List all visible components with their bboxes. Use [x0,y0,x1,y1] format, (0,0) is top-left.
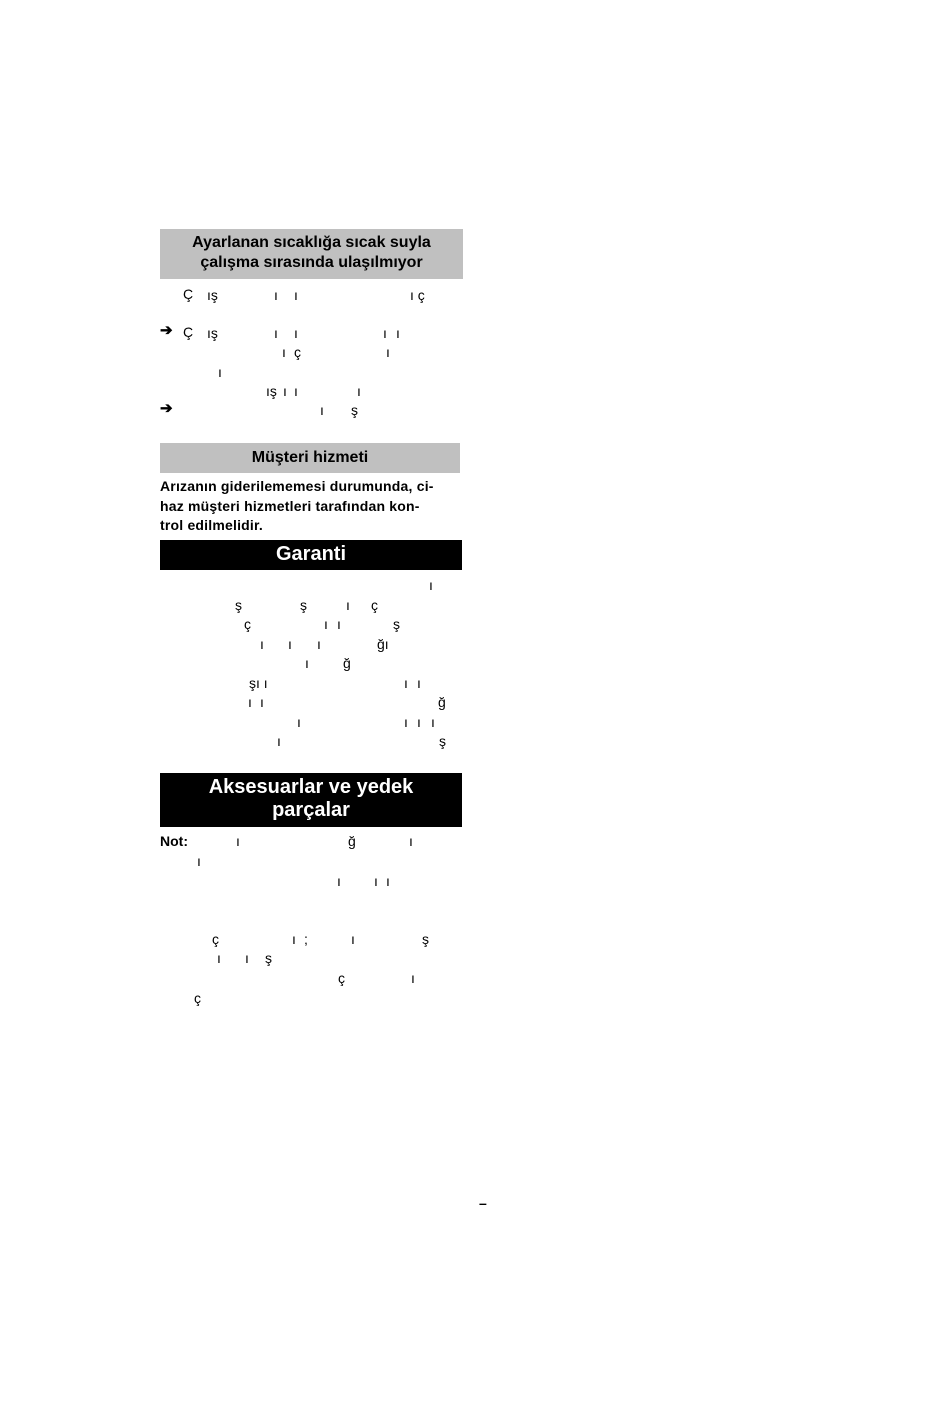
text-fragment: ı [305,655,309,671]
text-fragment: ı [260,694,264,710]
text-fragment: ı [245,950,249,966]
text-fragment: ı [274,287,278,303]
customer-service-line: haz müşteri hizmetleri tarafından kon- [160,497,420,514]
text-fragment: ı [374,873,378,889]
text-fragment: ş [265,950,272,966]
text-fragment: ş [422,931,429,947]
text-fragment: ı [283,383,287,399]
text-fragment: ş [235,597,242,613]
hot-water-heading-line1: Ayarlanan sıcaklığa sıcak suyla [192,234,431,251]
text-fragment: ğı [377,636,389,652]
text-fragment: ı [396,325,400,341]
text-fragment: ı [404,675,408,691]
text-fragment: ı [294,287,298,303]
text-fragment: ı [411,970,415,986]
text-fragment: ı [320,402,324,418]
text-fragment: ı [431,714,435,730]
text-fragment: ış [207,287,218,303]
text-fragment: ı [294,383,298,399]
text-fragment: ı [417,714,421,730]
warranty-heading-text: Garanti [275,543,347,565]
text-fragment: ı [386,873,390,889]
text-fragment: Ç [183,324,194,340]
text-fragment: ı [386,344,390,360]
text-fragment: ı [324,616,328,632]
text-fragment: ç [212,931,219,947]
text-fragment: ış [266,383,277,399]
text-fragment: ı [248,694,252,710]
accessories-heading [160,773,462,827]
text-fragment: ğ [343,655,351,671]
text-fragment: ı [409,833,413,849]
text-fragment: ı [260,636,264,652]
text-fragment: ı ç [410,287,425,303]
text-fragment: ç [371,597,378,613]
text-fragment: ı [218,364,222,380]
customer-service-body [160,477,470,536]
text-fragment: ş [393,616,400,632]
page-number-mark: – [479,1195,487,1211]
arrow-right-icon: ➔ [160,400,173,417]
text-fragment: ı [337,616,341,632]
text-fragment: ç [294,344,301,360]
customer-service-line: Arızanın giderilememesi durumunda, ci- [160,478,434,494]
text-fragment: şı ı [249,675,268,691]
text-fragment: ş [439,733,446,749]
text-fragment: ; [304,931,308,947]
warranty-heading [160,540,462,570]
text-fragment: ı [282,344,286,360]
text-fragment: ı [297,714,301,730]
text-fragment: ğ [348,833,356,849]
text-fragment: ı [292,931,296,947]
arrow-right-icon: ➔ [160,322,173,339]
text-fragment: ç [244,616,251,632]
text-fragment: ı [357,383,361,399]
accessories-heading-line1: Aksesuarlar ve yedek [208,776,414,798]
text-fragment: ı [294,325,298,341]
text-fragment: ş [351,402,358,418]
text-fragment: ğ [438,694,446,710]
accessories-heading-line2: parçalar [272,799,350,821]
text-fragment: ı [417,675,421,691]
customer-service-heading [160,443,460,473]
text-fragment: ış [207,325,218,341]
customer-service-line: trol edilmelidir. [160,517,263,533]
text-fragment: ı [277,733,281,749]
text-fragment: ı [383,325,387,341]
text-fragment: ı [346,597,350,613]
note-label: Not: [160,833,188,849]
text-fragment: ı [217,950,221,966]
text-fragment: ı [197,853,201,869]
text-fragment: ç [338,970,345,986]
text-fragment: Ç [183,286,194,302]
text-fragment: ı [288,636,292,652]
text-fragment: ç [194,990,201,1006]
text-fragment: ı [236,833,240,849]
text-fragment: ı [429,577,433,593]
text-fragment: ı [404,714,408,730]
hot-water-heading-line2: çalışma sırasında ulaşılmıyor [200,254,423,271]
text-fragment: ı [274,325,278,341]
text-fragment: ı [351,931,355,947]
text-fragment: ı [317,636,321,652]
hot-water-heading [160,229,463,279]
text-fragment: ı [337,873,341,889]
text-fragment: ş [300,597,307,613]
customer-service-heading-text: Müşteri hizmeti [251,449,369,466]
